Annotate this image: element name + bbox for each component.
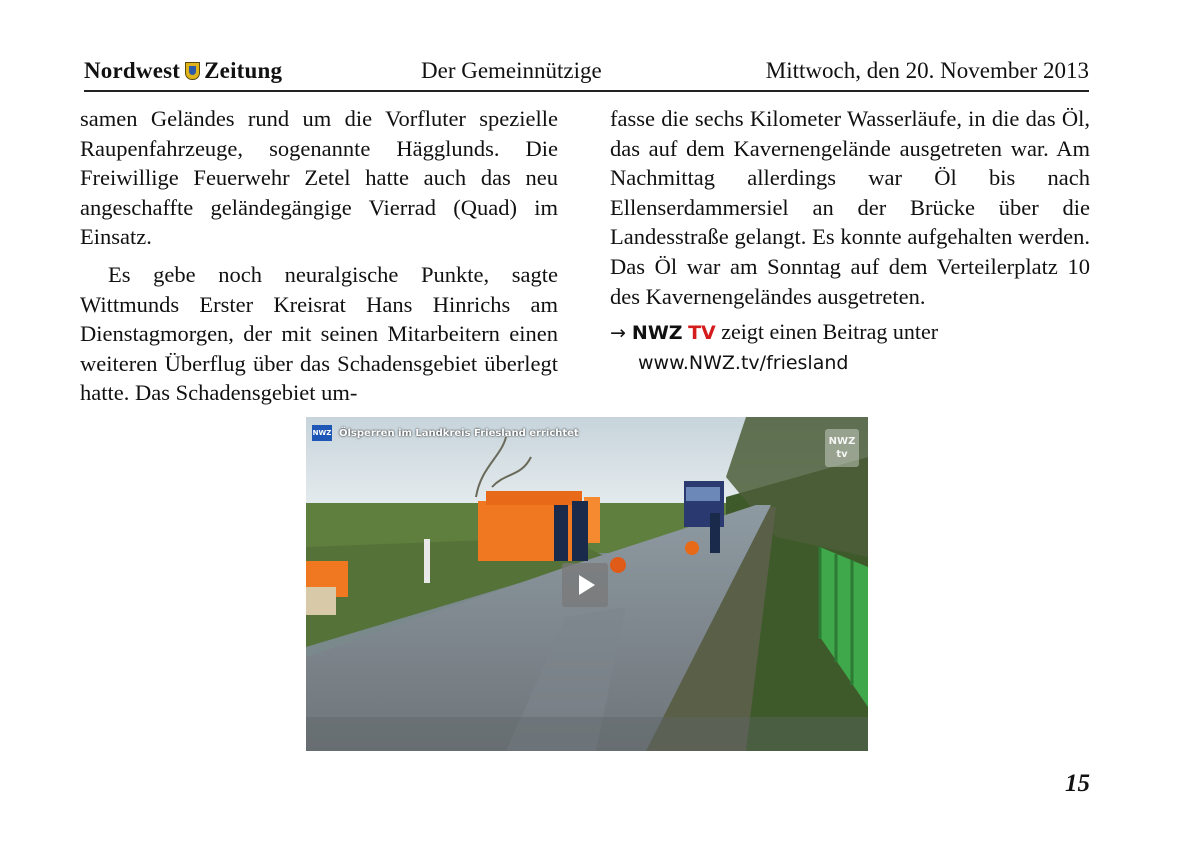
nwz-brand: NWZ — [631, 322, 683, 345]
nwz-tv-watermark — [825, 429, 859, 467]
masthead — [84, 58, 282, 84]
watermark-line: NWZ — [828, 436, 856, 447]
nwz-logo-icon: NWZ — [312, 425, 332, 441]
video-title-bar — [312, 425, 579, 441]
video-reference-text: zeigt einen Beitrag unter — [721, 319, 939, 345]
issue-date: Mittwoch, den 20. November 2013 — [765, 58, 1089, 83]
article-paragraph: fasse die sechs Kilometer Wasserläufe, in die das Öl, das auf dem Kavernengelände ausgetreten war. Am Nachmittag allerdings war Öl bis nach Ellenserdammersiel an der Brücke über die Landesstraße gelangt. Es konnte aufgehalten werden. Das Öl war am Sonntag auf dem Verteilerplatz 10 des Kavernengeländes ausgetreten. — [610, 106, 1090, 309]
arrow-right-icon: → — [610, 322, 626, 345]
video-url-link[interactable]: www.NWZ.tv/friesland — [638, 352, 849, 375]
play-icon — [579, 575, 595, 595]
article-paragraph: Es gebe noch neuralgische Punkte, sagte Wittmunds Erster Kreisrat Hans Hinrichs am Dienstagmorgen, der mit seinen Mitarbeitern einen weiteren Überflug über das Schadensgebiet überlegt hatte. Das Schadensgebiet um- — [80, 261, 558, 406]
play-button[interactable] — [562, 563, 608, 607]
article-paragraph: samen Geländes rund um die Vorfluter spezielle Raupenfahrzeuge, sogenannte Hägglunds. Die Freiwillige Feuerwehr Zetel hatte auch das neu angeschaffte geländegängige Vierrad (Quad) im Einsatz. — [80, 106, 558, 250]
video-reference — [610, 317, 1090, 378]
video-player[interactable] — [306, 417, 868, 751]
masthead-name-part2: Zeitung — [204, 58, 283, 83]
watermark-line: tv — [836, 449, 848, 460]
tv-brand: TV — [688, 322, 716, 345]
article-column-left — [80, 104, 558, 408]
crest-icon — [185, 62, 200, 80]
page-header — [84, 56, 1089, 92]
page-number: 15 — [1065, 770, 1090, 797]
section-title: Der Gemeinnützige — [421, 58, 602, 83]
video-title[interactable]: Ölsperren im Landkreis Friesland errichtet — [339, 427, 579, 439]
article-column-right — [610, 104, 1090, 378]
masthead-name-part1: Nordwest — [84, 58, 181, 83]
